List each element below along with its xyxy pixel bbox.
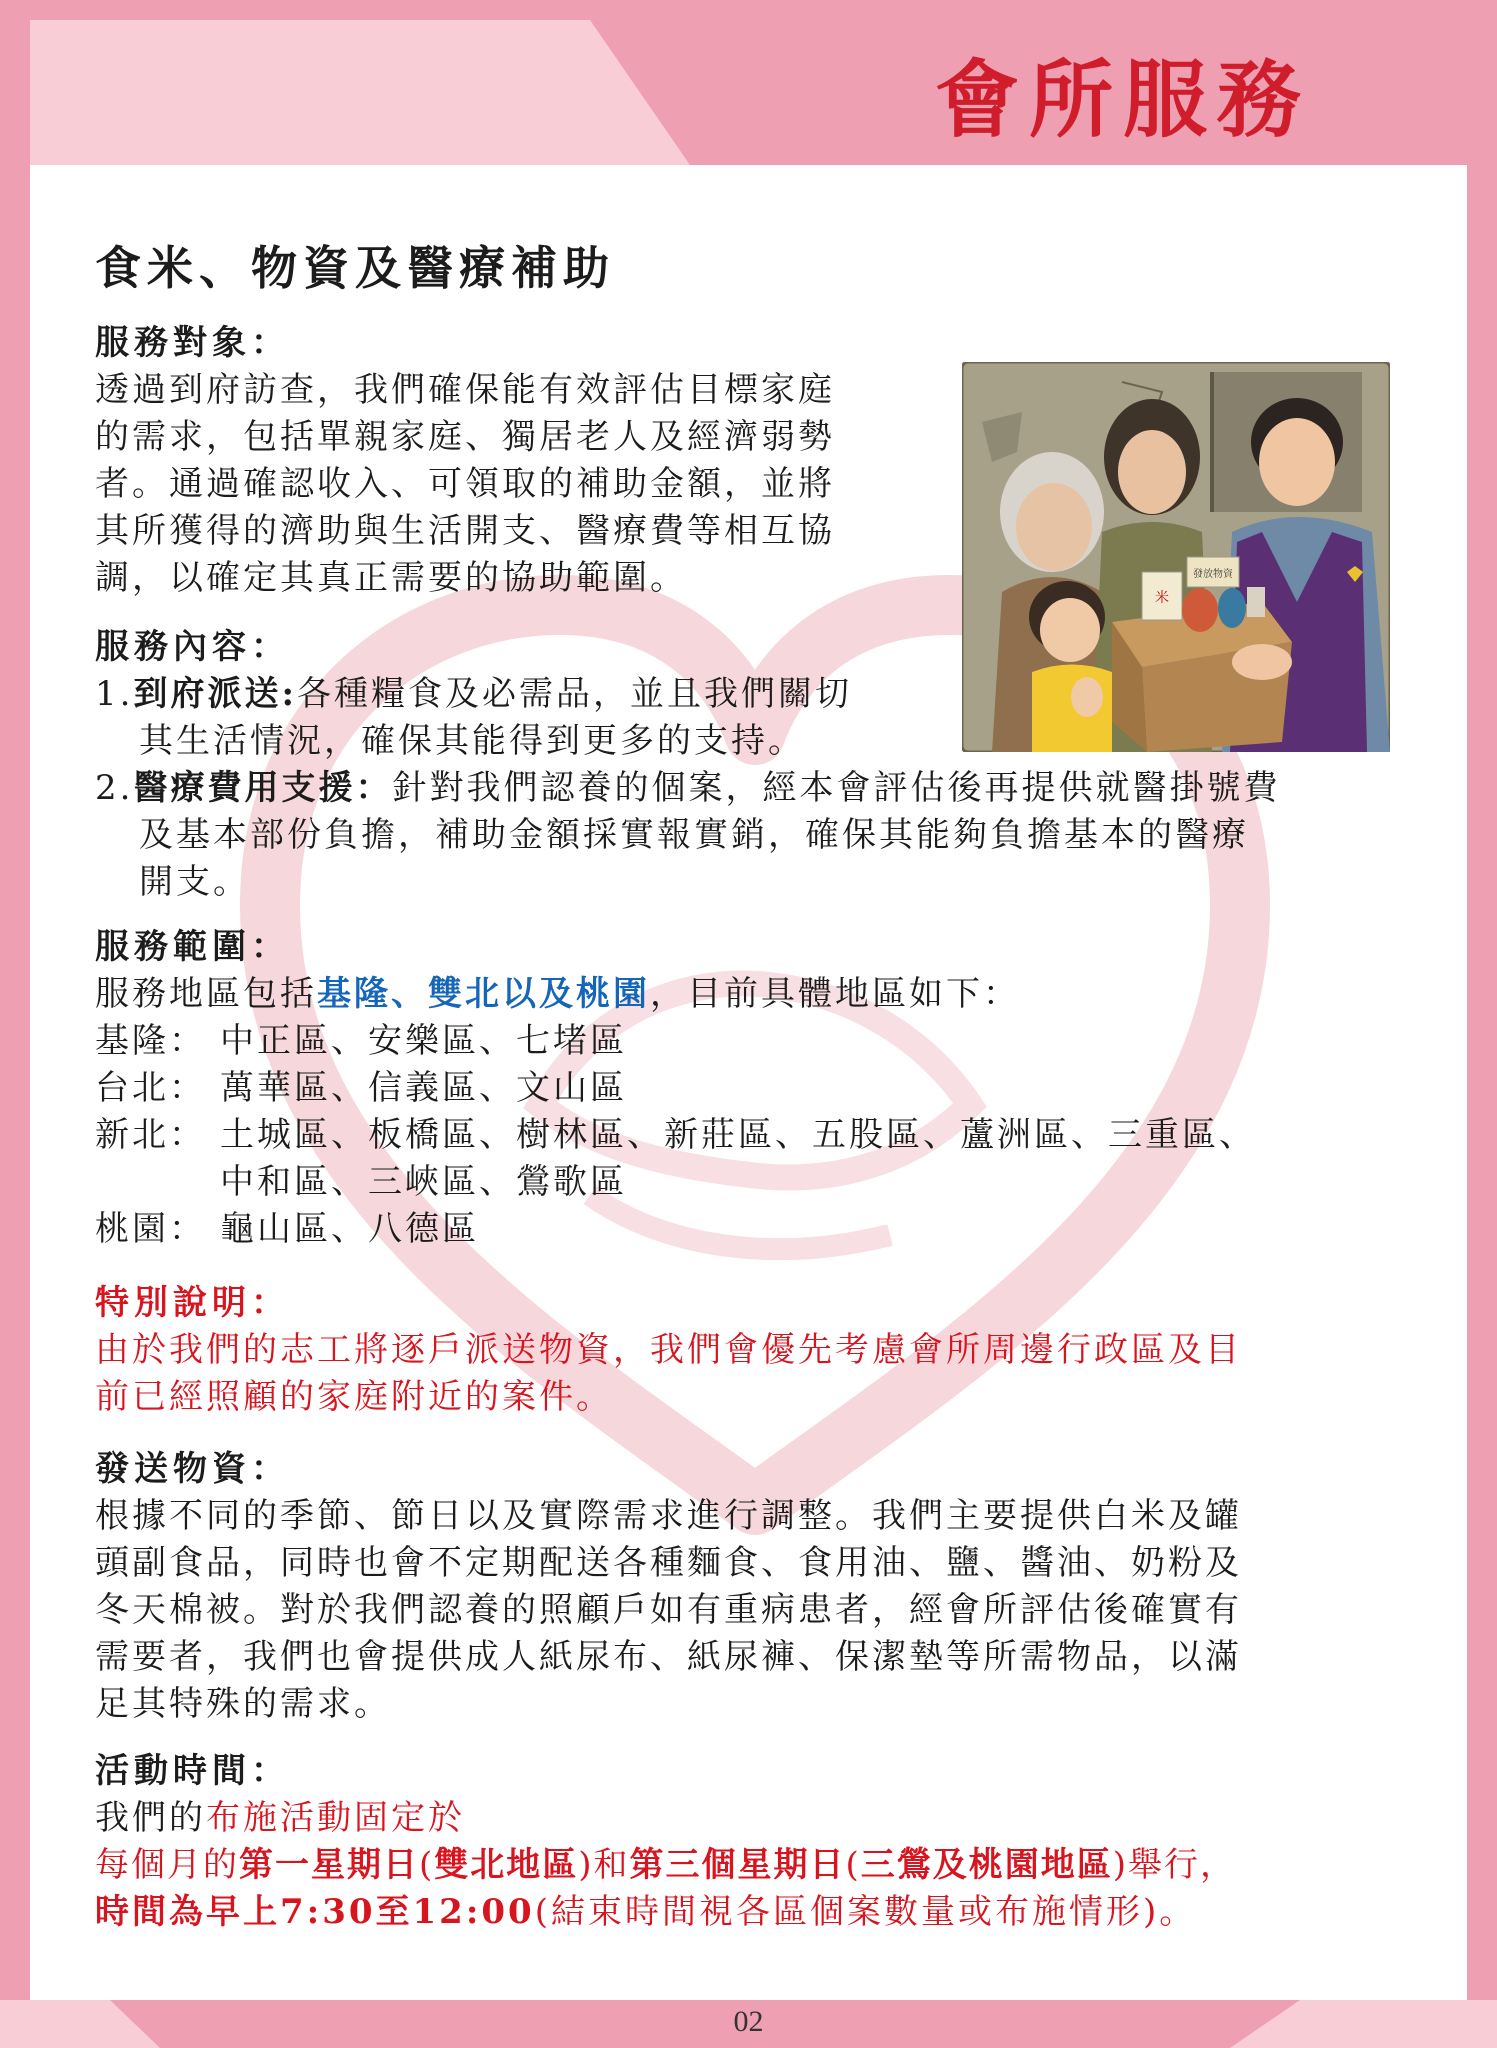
schedule-text: 我們的 — [95, 1798, 206, 1838]
schedule-note: (結束時間視各區個案數量或布施情形)。 — [534, 1892, 1197, 1932]
item-text: 其生活情況，確保其能得到更多的支持。 — [139, 721, 805, 761]
supplies-block — [95, 1446, 1425, 1728]
schedule-region: 三鶯及桃園地區 — [860, 1845, 1113, 1885]
supplies-heading: 發送物資： — [95, 1449, 290, 1489]
service-scope-block — [95, 924, 1425, 1253]
schedule-date: 第三個星期日 — [629, 1845, 846, 1885]
item-title: 醫療費用支援： — [133, 768, 393, 808]
supplies-line: 需要者，我們也會提供成人紙尿布、紙尿褲、保潔墊等所需物品，以滿 — [95, 1637, 1242, 1677]
section-title: 食米、物資及醫療補助 — [95, 241, 615, 295]
target-line: 透過到府訪查，我們確保能有效評估目標家庭 — [95, 370, 835, 410]
supplies-line: 冬天棉被。對於我們認養的照顧戶如有重病患者，經會所評估後確實有 — [95, 1590, 1242, 1630]
area-name: 台北： — [95, 1068, 206, 1108]
area-row-keelung — [95, 1018, 1425, 1065]
schedule-heading: 活動時間： — [95, 1751, 290, 1791]
schedule-text: ( — [419, 1845, 435, 1885]
area-name: 新北： — [95, 1115, 206, 1155]
scope-intro-text: ，目前具體地區如下： — [650, 974, 1020, 1014]
schedule-text: ( — [845, 1845, 861, 1885]
schedule-block — [95, 1748, 1455, 1936]
target-line: 的需求，包括單親家庭、獨居老人及經濟弱勢 — [95, 417, 835, 457]
page-number: 02 — [733, 2005, 764, 2038]
schedule-region: 雙北地區 — [434, 1845, 579, 1885]
area-name — [95, 1159, 220, 1206]
schedule-text: 每個月的 — [95, 1845, 239, 1885]
area-districts: 萬華區、信義區、文山區 — [220, 1068, 627, 1108]
item-text: 及基本部份負擔，補助金額採實報實銷，確保其能夠負擔基本的醫療 — [139, 815, 1249, 855]
note-heading: 特別說明： — [95, 1283, 290, 1323]
item-number: 1. — [95, 674, 134, 714]
area-districts: 中正區、安樂區、七堵區 — [220, 1021, 627, 1061]
schedule-line-1 — [95, 1795, 1455, 1842]
area-districts: 中和區、三峽區、鶯歌區 — [220, 1162, 627, 1202]
item-text: 各種糧食及必需品，並且我們關切 — [297, 674, 853, 714]
target-heading: 服務對象： — [95, 323, 290, 363]
schedule-text-red: 布施活動固定於 — [206, 1798, 465, 1838]
service-content-heading: 服務內容： — [95, 627, 290, 667]
item-text: 開支。 — [139, 862, 250, 902]
schedule-line-2 — [95, 1842, 1455, 1889]
area-name: 基隆： — [95, 1021, 206, 1061]
note-line: 由於我們的志工將逐戶派送物資，我們會優先考慮會所周邊行政區及目 — [95, 1330, 1242, 1370]
box-label-supplies: 發放物資 — [1193, 569, 1233, 580]
area-districts: 土城區、板橋區、樹林區、新莊區、五股區、蘆洲區、三重區、 — [220, 1115, 1256, 1155]
area-districts: 龜山區、八德區 — [220, 1209, 479, 1249]
supplies-line: 根據不同的季節、節日以及實際需求進行調整。我們主要提供白米及罐 — [95, 1496, 1242, 1536]
header-title: 會所服務 — [934, 51, 1311, 149]
box-label-rice: 米 — [1155, 590, 1169, 606]
scope-heading: 服務範圍： — [95, 927, 290, 967]
area-row-taoyuan — [95, 1206, 1425, 1253]
area-row-taipei — [95, 1065, 1425, 1112]
family-receiving-supplies-illustration — [962, 362, 1390, 752]
target-line: 者。通過確認收入、可領取的補助金額，並將 — [95, 464, 835, 504]
supplies-line: 頭副食品，同時也會不定期配送各種麵食、食用油、鹽、醬油、奶粉及 — [95, 1543, 1242, 1583]
schedule-line-3 — [95, 1889, 1455, 1936]
scope-intro — [95, 971, 1425, 1018]
scope-regions-highlight: 基隆、雙北以及桃園 — [317, 974, 650, 1014]
item-number: 2. — [95, 768, 134, 808]
area-name: 桃園： — [95, 1209, 206, 1249]
note-line: 前已經照顧的家庭附近的案件。 — [95, 1377, 613, 1417]
item-title: 到府派送: — [133, 674, 298, 714]
target-line: 其所獲得的濟助與生活開支、醫療費等相互協 — [95, 511, 835, 551]
item-text: 針對我們認養的個案，經本會評估後再提供就醫掛號費 — [392, 768, 1281, 808]
schedule-date: 第一星期日 — [239, 1845, 419, 1885]
target-block — [95, 320, 975, 602]
target-line: 調，以確定其真正需要的協助範圍。 — [95, 558, 687, 598]
service-item-2 — [95, 765, 1425, 812]
special-note-block — [95, 1280, 1425, 1421]
schedule-time: 時間為早上7:30至12:00 — [95, 1892, 535, 1932]
supplies-line: 足其特殊的需求。 — [95, 1684, 391, 1724]
schedule-text: )舉行， — [1112, 1845, 1237, 1885]
area-row-new-taipei — [95, 1112, 1425, 1159]
scope-intro-text: 服務地區包括 — [95, 974, 317, 1014]
area-row-new-taipei-cont — [95, 1159, 1425, 1206]
schedule-text: )和 — [578, 1845, 630, 1885]
